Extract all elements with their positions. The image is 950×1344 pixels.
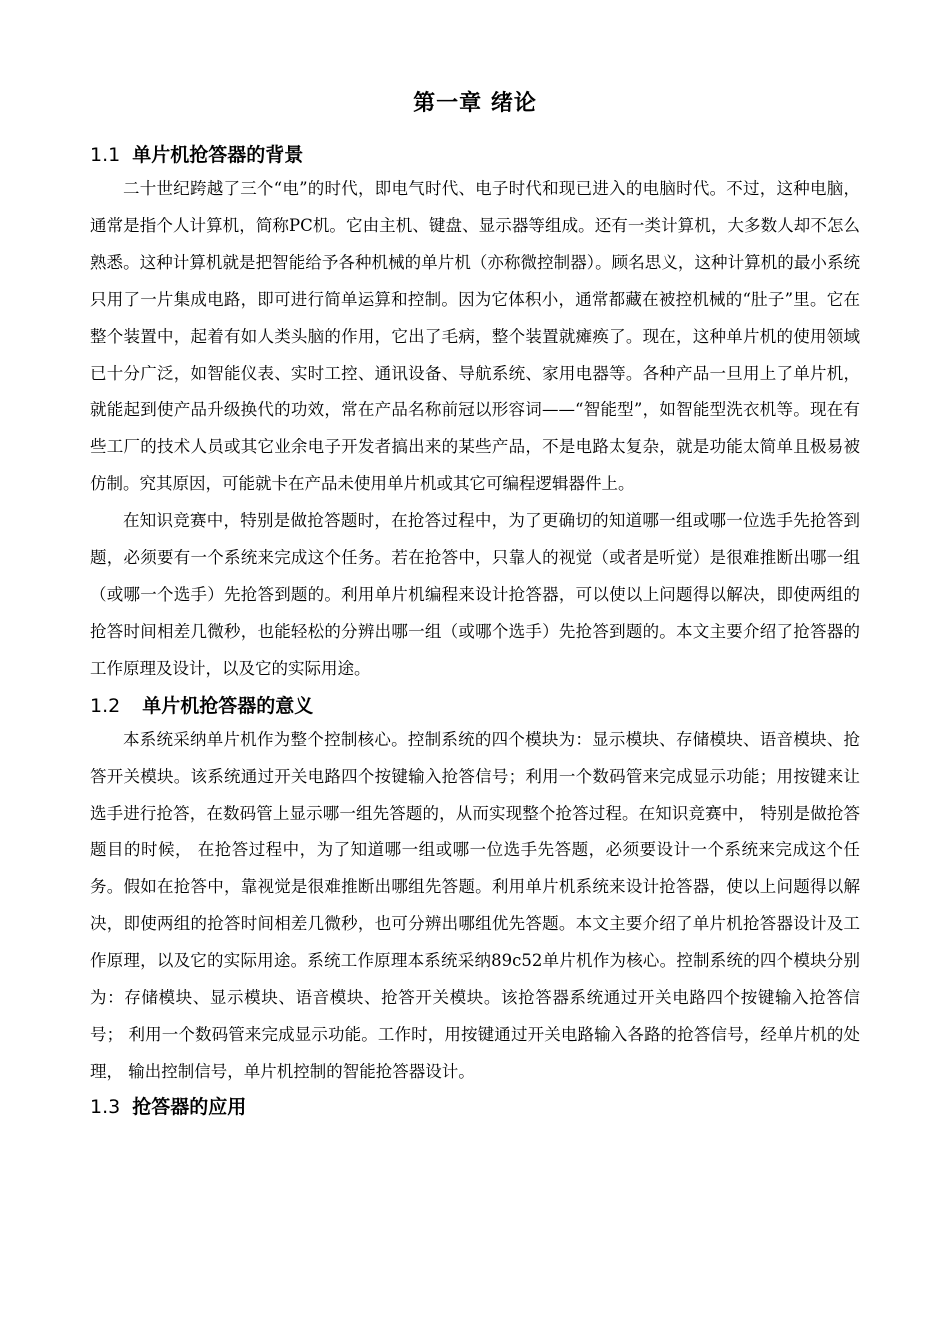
section-title: 抢答器的应用 (132, 1095, 247, 1118)
section-number: 1.3 (90, 1095, 121, 1118)
chapter-title: 第一章 绪论 (413, 91, 537, 116)
section-title: 单片机抢答器的意义 (142, 694, 314, 717)
paragraph: 二十世纪跨越了三个“电”的时代，即电气时代、电子时代和现已进入的电脑时代。不过，这种电脑，通常是指个人计算机，简称PC机。它由主机、键盘、显示器等组成。还有一类计算机，大多数人却不怎么熟悉。这种计算机就是把智能给予各种机械的单片机（亦称微控制器）。顾名思义，这种计算机的最小系统只用了一片集成电路，即可进行简单运算和控制。因为它体积小，通常都藏在被控机械的“肚子”里。它在整个装置中，起着有如人类头脑的作用，它出了毛病，整个装置就瘫痪了。现在，这种单片机的使用领域已十分广泛，如智能仪表、实时工控、通讯设备、导航系统、家用电器等。各种产品一旦用上了单片机，就能起到使产品升级换代的功效，常在产品名称前冠以形容词——“智能型”，如智能型洗衣机等。现在有些工厂的技术人员或其它业余电子开发者搞出来的某些产品，不是电路太复杂，就是功能太简单且极易被仿制。究其原因，可能就卡在产品未使用单片机或其它可编程逻辑器件上。 (90, 179, 860, 494)
section-heading-1-1 (90, 139, 860, 171)
section-number: 1.2 (90, 694, 121, 717)
paragraph: 在知识竞赛中，特别是做抢答题时，在抢答过程中，为了更确切的知道哪一组或哪一位选手先抢答到题，必须要有一个系统来完成这个任务。若在抢答中，只靠人的视觉（或者是听觉）是很难推断出哪一组（或哪一个选手）先抢答到题的。利用单片机编程来设计抢答器，可以使以上问题得以解决，即使两组的抢答时间相差几微秒，也能轻松的分辨出哪一组（或哪个选手）先抢答到题的。本文主要介绍了抢答器的工作原理及设计，以及它的实际用途。 (90, 511, 860, 678)
section-heading-1-3 (90, 1091, 860, 1123)
section-title: 单片机抢答器的背景 (132, 144, 304, 166)
section-number: 1.1 (90, 144, 121, 166)
section-heading-1-2 (90, 690, 860, 722)
paragraph: 本系统采纳单片机作为整个控制核心。控制系统的四个模块为：显示模块、存储模块、语音模块、抢答开关模块。该系统通过开关电路四个按键输入抢答信号；利用一个数码管来完成显示功能；用按键来让选手进行抢答，在数码管上显示哪一组先答题的，从而实现整个抢答过程。在知识竞赛中， 特别是做抢答题目的时候， 在抢答过程中，为了知道哪一组或哪一位选手先答题，必须要设计一个系统来完成这个任务。假如在抢答中，靠视觉是很难推断出哪组先答题。利用单片机系统来设计抢答器，使以上问题得以解决，即使两组的抢答时间相差几微秒，也可分辨出哪组优先答题。本文主要介绍了单片机抢答器设计及工作原理，以及它的实际用途。系统工作原理本系统采纳89c52单片机作为核心。控制系统的四个模块分别为：存储模块、显示模块、语音模块、抢答开关模块。该抢答器系统通过开关电路四个按键输入抢答信号； 利用一个数码管来完成显示功能。工作时，用按键通过开关电路输入各路的抢答信号，经单片机的处理， 输出控制信号，单片机控制的智能抢答器设计。 (90, 729, 860, 1081)
